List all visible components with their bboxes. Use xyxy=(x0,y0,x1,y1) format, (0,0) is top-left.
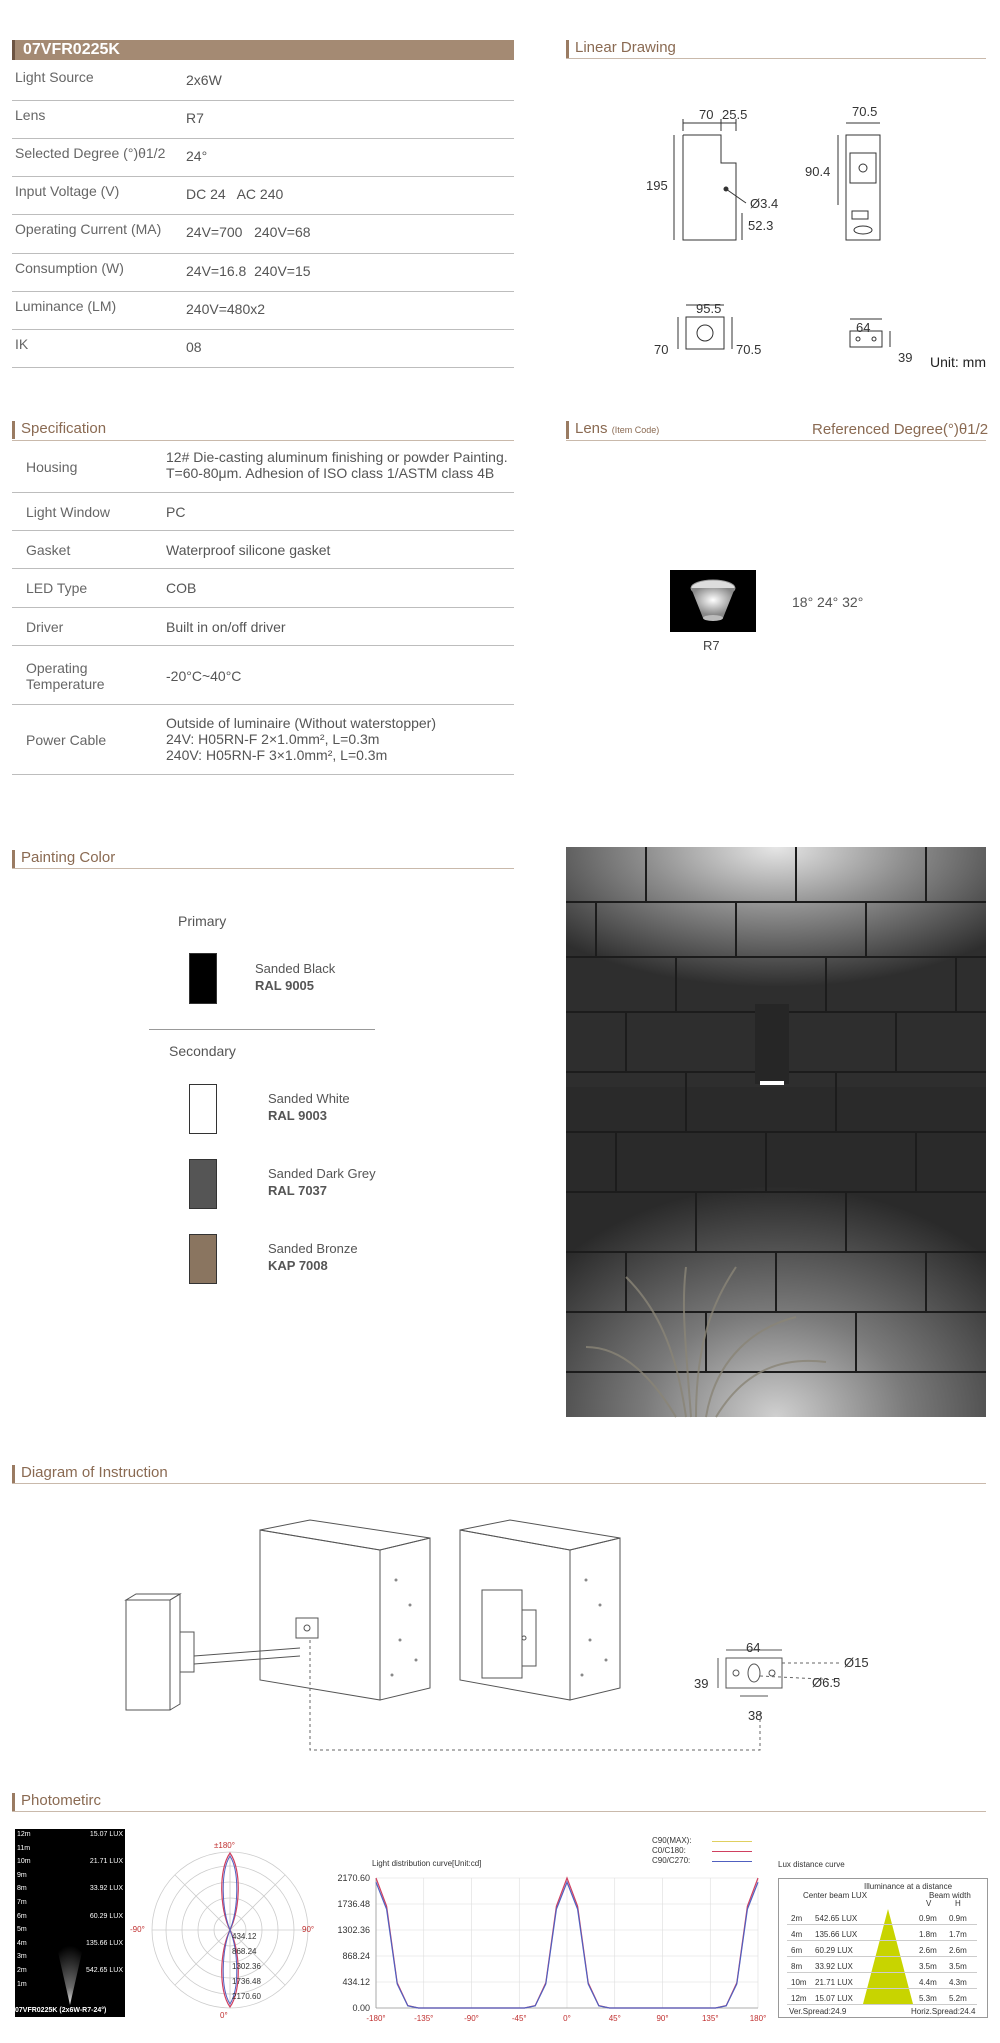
param-value: 08 xyxy=(186,339,202,355)
spec-value: -20°C~40°C xyxy=(166,668,242,684)
cone-distance: 7m xyxy=(17,1899,27,1906)
polar-top: ±180° xyxy=(214,1841,235,1850)
spec-value: Waterproof silicone gasket xyxy=(166,542,331,558)
y-tick-label: 1302.36 xyxy=(337,1925,370,1935)
param-value: 240V=480x2 xyxy=(186,301,266,317)
cone-caption: 07VFR0225K (2x6W-R7-24°) xyxy=(15,2007,107,2014)
dim-39: 39 xyxy=(898,350,913,365)
lux-row-value: 135.66 LUX xyxy=(815,1930,858,1939)
cone-distance: 1m xyxy=(17,1980,27,1988)
hole-15: Ø15 xyxy=(844,1655,869,1670)
param-value: 2x6W xyxy=(186,72,222,88)
color-code: KAP 7008 xyxy=(268,1258,328,1273)
lens-header xyxy=(566,421,659,439)
param-label: Input Voltage (V) xyxy=(15,183,120,199)
cone-lux-label: 33.92 LUX xyxy=(89,1885,123,1893)
product-photo xyxy=(566,847,986,1417)
lux-row-value: 33.92 LUX xyxy=(815,1962,853,1971)
lux-col-h: H xyxy=(955,1899,961,1908)
x-tick-label: 45° xyxy=(608,2014,621,2023)
cone-distance: 8m xyxy=(17,1885,27,1893)
cone-distance: 11m xyxy=(17,1844,31,1852)
x-tick-label: -45° xyxy=(511,2014,527,2023)
lux-row-v: 5.3m xyxy=(919,1994,937,2003)
x-tick-label: -180° xyxy=(366,2014,386,2023)
y-tick-label: 2170.60 xyxy=(337,1873,370,1883)
light-distribution-chart xyxy=(330,1870,767,2030)
divider xyxy=(12,1811,986,1812)
param-value: 24V=16.8 240V=15 xyxy=(186,263,311,279)
hor-spread: Horiz.Spread:24.4 xyxy=(911,2007,976,2016)
param-label: Consumption (W) xyxy=(15,260,124,276)
polar-ring-label: 2170.60 xyxy=(232,1992,261,2001)
dim-70b: 70 xyxy=(654,342,669,357)
dim-70-5: 70.5 xyxy=(852,104,878,119)
spec-value: COB xyxy=(166,580,197,596)
polar-chart xyxy=(150,1850,310,2010)
spec-label: LED Type xyxy=(26,580,88,596)
param-label: Selected Degree (°)θ1/2 xyxy=(15,145,166,161)
lux-row-h: 2.6m xyxy=(949,1946,967,1955)
x-tick-label: -90° xyxy=(464,2014,479,2023)
x-tick-label: -135° xyxy=(414,2014,434,2023)
spec-label: Light Window xyxy=(26,504,111,520)
spec-value: PC xyxy=(166,504,186,520)
spec-row xyxy=(12,646,514,705)
x-tick-label: 180° xyxy=(749,2014,767,2023)
legend-label: C90(MAX): xyxy=(652,1836,692,1845)
cone-distance: 6m xyxy=(17,1912,27,1920)
diagram-header: Diagram of Instruction xyxy=(12,1465,168,1483)
lux-row-distance: 6m xyxy=(791,1946,803,1955)
lens-degrees: 18° 24° 32° xyxy=(792,594,864,610)
lux-row xyxy=(787,1927,977,1941)
lux-row-h: 4.3m xyxy=(949,1978,967,1987)
lux-row-value: 542.65 LUX xyxy=(815,1914,858,1923)
model-title: 07VFR0225K xyxy=(12,40,514,60)
lux-row-v: 4.4m xyxy=(919,1978,937,1987)
lux-col1: Center beam LUX xyxy=(803,1891,868,1900)
dim-52-3: 52.3 xyxy=(748,218,774,233)
color-name: Sanded Dark Grey xyxy=(268,1166,376,1181)
spec-value: Outside of luminaire (Without waterstopper) 24V: H05RN-F 2×1.0mm², L=0.3m 240V: H05RN-F 3×1.0mm², L=0.3m xyxy=(166,715,436,763)
y-tick-label: 1736.48 xyxy=(337,1899,370,1909)
dim-64: 64 xyxy=(856,320,871,335)
polar-bottom: 0° xyxy=(220,2011,228,2020)
spec-row xyxy=(12,493,514,531)
spec-row xyxy=(12,441,514,493)
spec-label: Power Cable xyxy=(26,732,107,748)
param-value: 24° xyxy=(186,148,208,164)
spec-label: Driver xyxy=(26,619,64,635)
lux-row-v: 0.9m xyxy=(919,1914,937,1923)
cone-lux-label: 21.71 LUX xyxy=(89,1858,123,1866)
primary-label: Primary xyxy=(178,913,227,929)
referenced-degree-header: Referenced Degree(°)θ1/2 xyxy=(812,421,989,438)
legend-swatch xyxy=(712,1861,752,1862)
lux-row-h: 3.5m xyxy=(949,1962,967,1971)
cone-distance: 3m xyxy=(17,1953,27,1961)
param-label: Luminance (LM) xyxy=(15,298,117,314)
color-code: RAL 7037 xyxy=(268,1183,328,1198)
lux-row xyxy=(787,1911,977,1925)
lux-row-value: 15.07 LUX xyxy=(815,1994,853,2003)
param-value: DC 24 AC 240 xyxy=(186,186,284,202)
y-tick-label: 0.00 xyxy=(352,2003,370,2013)
spec-row xyxy=(12,608,514,646)
legend-label: C0/C180: xyxy=(652,1846,686,1855)
polar-ring-label: 434.12 xyxy=(232,1932,257,1941)
polar-left: -90° xyxy=(130,1925,145,1934)
param-row xyxy=(12,215,514,254)
param-label: Operating Current (MA) xyxy=(15,221,162,237)
linear-drawing-header: Linear Drawing xyxy=(566,40,676,58)
color-name: Sanded Black xyxy=(255,961,336,976)
lux-row xyxy=(787,1959,977,1973)
lux-row xyxy=(787,1991,977,2005)
param-value: 24V=700 240V=68 xyxy=(186,224,311,240)
divider xyxy=(566,440,986,441)
cone-distance: 2m xyxy=(17,1967,27,1974)
spec-value: 12# Die-casting aluminum finishing or powder Painting. T=60-80μm. Adhesion of ISO class 1/ASTM class 4B xyxy=(166,449,508,481)
color-name: Sanded Bronze xyxy=(268,1241,358,1256)
polar-ring-label: 1736.48 xyxy=(232,1977,261,1986)
lux-row-distance: 10m xyxy=(791,1978,807,1987)
spec-row xyxy=(12,569,514,608)
x-tick-label: 90° xyxy=(656,2014,669,2023)
dim-90-4: 90.4 xyxy=(805,164,831,179)
spec-row xyxy=(12,705,514,775)
lens-code: R7 xyxy=(703,638,720,653)
lux-row-value: 60.29 LUX xyxy=(815,1946,853,1955)
dim-70: 70 xyxy=(699,107,714,122)
x-tick-label: 0° xyxy=(563,2014,571,2023)
spec-value: Built in on/off driver xyxy=(166,619,286,635)
specification-header: Specification xyxy=(12,421,106,439)
cone-distance: 9m xyxy=(17,1871,27,1879)
lux-table-title: Illuminance at a distance xyxy=(864,1882,953,1891)
y-tick-label: 434.12 xyxy=(342,1977,370,1987)
y-tick-label: 868.24 xyxy=(342,1951,370,1961)
lux-row-h: 1.7m xyxy=(949,1930,967,1939)
divider xyxy=(12,868,514,869)
lux-row xyxy=(787,1943,977,1957)
color-code: RAL 9003 xyxy=(268,1108,328,1123)
cone-distance: 10m xyxy=(17,1858,31,1866)
lux-title: Lux distance curve xyxy=(778,1860,845,1869)
plate-height: 39 xyxy=(694,1676,709,1691)
param-label: Light Source xyxy=(15,69,94,85)
param-row xyxy=(12,254,514,292)
spec-row xyxy=(12,531,514,569)
divider xyxy=(149,1029,375,1030)
lux-row-value: 21.71 LUX xyxy=(815,1978,853,1987)
curve-title: Light distribution curve[Unit:cd] xyxy=(372,1859,482,1868)
divider xyxy=(12,1483,986,1484)
x-tick-label: 135° xyxy=(701,2014,719,2023)
param-row xyxy=(12,139,514,177)
param-value: R7 xyxy=(186,110,204,126)
color-swatch-dark-grey xyxy=(189,1159,217,1209)
unit-label: Unit: mm xyxy=(930,354,986,370)
lux-row-v: 2.6m xyxy=(919,1946,937,1955)
lux-row-v: 1.8m xyxy=(919,1930,937,1939)
cone-lux-label: 542.65 LUX xyxy=(86,1967,123,1974)
color-swatch-black xyxy=(189,953,217,1004)
hole-6-5: Ø6.5 xyxy=(812,1675,841,1690)
polar-ring-label: 868.24 xyxy=(232,1947,257,1956)
cone-lux-label: 15.07 LUX xyxy=(89,1831,123,1838)
lux-row-distance: 8m xyxy=(791,1962,803,1971)
param-label: Lens xyxy=(15,107,46,123)
cone-distance: 5m xyxy=(17,1926,27,1934)
hole-spacing: 38 xyxy=(748,1708,763,1723)
lux-col2: Beam width xyxy=(929,1891,971,1900)
param-label: IK xyxy=(15,336,29,352)
param-row xyxy=(12,330,514,368)
lux-row-v: 3.5m xyxy=(919,1962,937,1971)
param-row xyxy=(12,63,514,101)
secondary-label: Secondary xyxy=(169,1043,236,1059)
lux-col-v: V xyxy=(926,1899,932,1908)
lux-row-h: 0.9m xyxy=(949,1914,967,1923)
instruction-diagram xyxy=(100,1510,900,1770)
cone-distance: 12m xyxy=(17,1831,31,1838)
cone-lux-label: 60.29 LUX xyxy=(89,1912,123,1920)
param-row xyxy=(12,101,514,139)
cone-lux-label: 135.66 LUX xyxy=(86,1939,123,1947)
spec-label: Operating Temperature xyxy=(26,660,105,692)
legend-label: C90/C270: xyxy=(652,1856,691,1865)
lens-image xyxy=(670,570,756,632)
spec-label: Gasket xyxy=(26,542,71,558)
lux-table xyxy=(778,1878,988,2018)
lux-row-h: 5.2m xyxy=(949,1994,967,2003)
legend-swatch xyxy=(712,1851,752,1852)
beam-cone-panel xyxy=(15,1829,125,2017)
dim-25-5: 25.5 xyxy=(722,107,748,122)
color-code: RAL 9005 xyxy=(255,978,315,993)
plate-width: 64 xyxy=(746,1640,761,1655)
lux-row-distance: 4m xyxy=(791,1930,803,1939)
ver-spread: Ver.Spread:24.9 xyxy=(789,2007,847,2016)
dim-3-4: Ø3.4 xyxy=(750,196,779,211)
lens-title: Lens xyxy=(575,420,608,437)
param-row xyxy=(12,177,514,215)
lux-row xyxy=(787,1975,977,1989)
divider xyxy=(566,58,986,59)
cone-distance: 4m xyxy=(17,1939,27,1947)
param-row xyxy=(12,292,514,330)
polar-ring-label: 1302.36 xyxy=(232,1962,261,1971)
painting-color-header: Painting Color xyxy=(12,850,115,868)
dim-95-5: 95.5 xyxy=(696,301,722,316)
lux-row-distance: 12m xyxy=(791,1994,807,2003)
linear-drawing xyxy=(566,95,996,385)
polar-right: 90° xyxy=(302,1925,315,1934)
color-swatch-bronze xyxy=(189,1234,217,1284)
lux-row-distance: 2m xyxy=(791,1914,803,1923)
lens-subtitle: (Item Code) xyxy=(611,425,660,435)
color-swatch-white xyxy=(189,1084,217,1134)
dim-70-5b: 70.5 xyxy=(736,342,762,357)
legend-swatch xyxy=(712,1841,752,1842)
color-name: Sanded White xyxy=(268,1091,350,1106)
photometric-header: Photometirc xyxy=(12,1793,101,1811)
dim-195: 195 xyxy=(646,178,668,193)
spec-label: Housing xyxy=(26,459,78,475)
